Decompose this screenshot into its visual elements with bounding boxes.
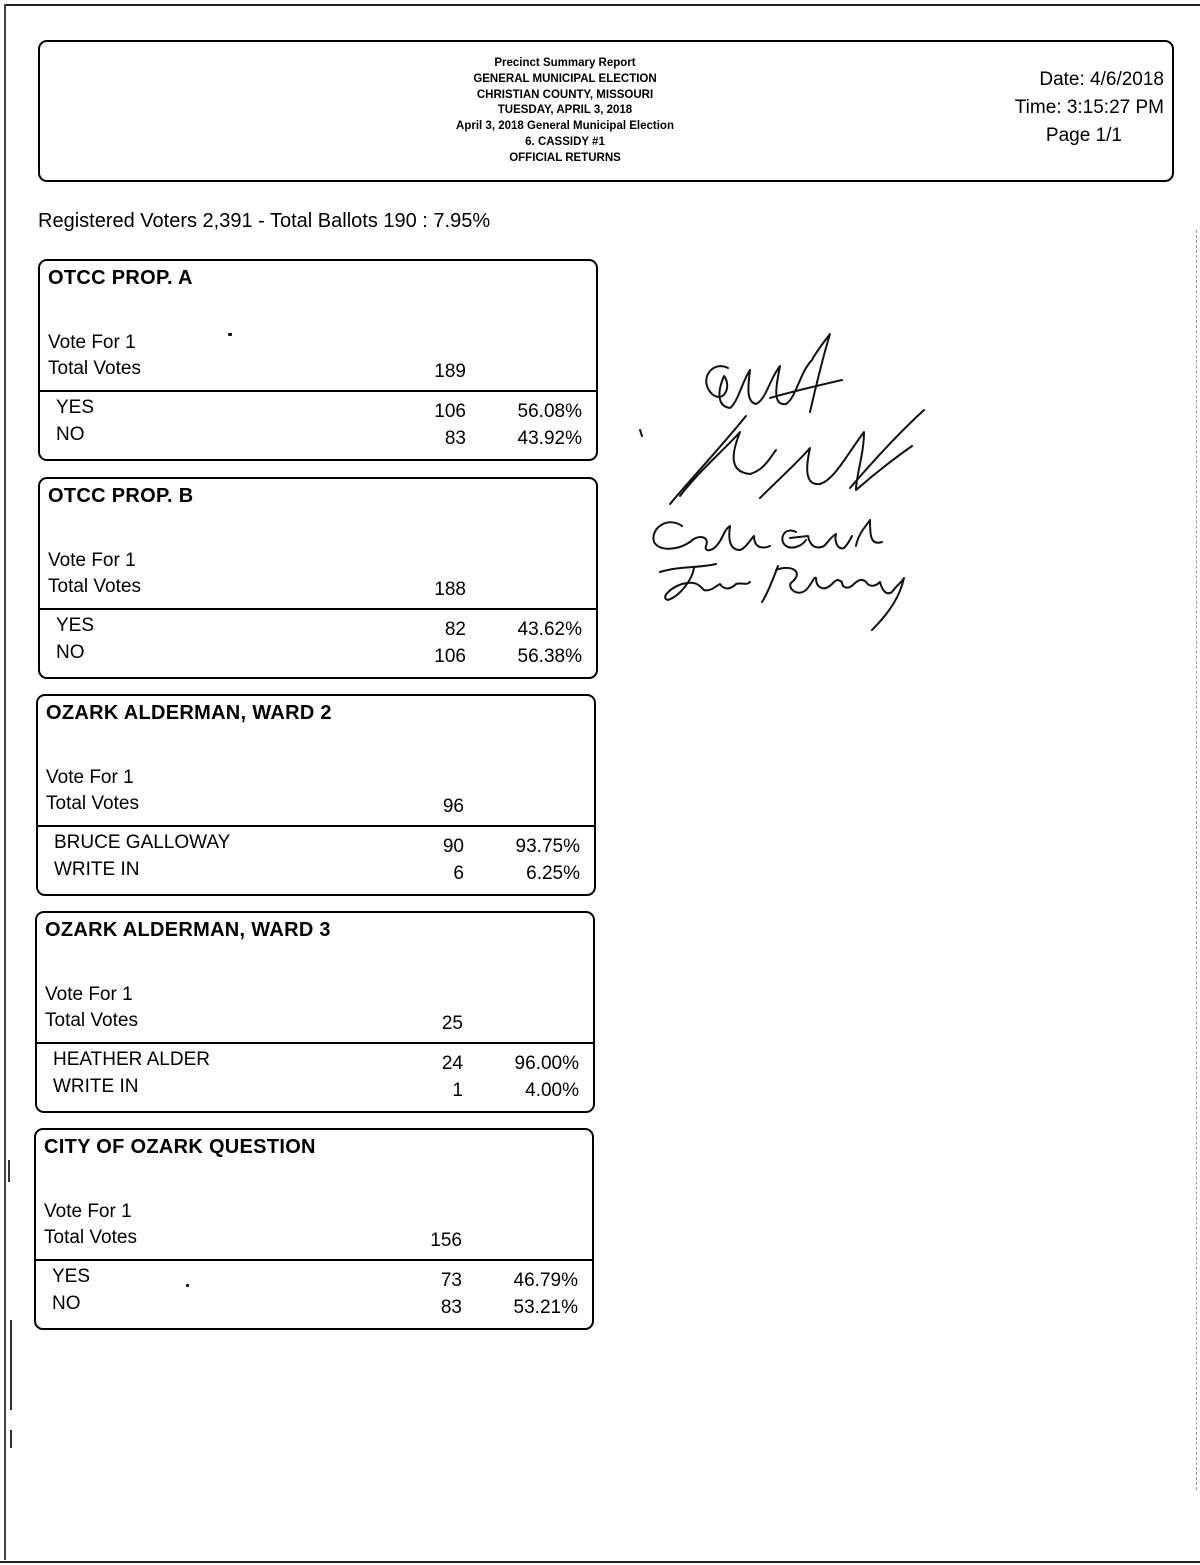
choice-name: WRITE IN	[54, 859, 140, 880]
race-title: OZARK ALDERMAN, WARD 2	[46, 702, 332, 724]
race-title: OZARK ALDERMAN, WARD 3	[45, 919, 331, 941]
choice-name: HEATHER ALDER	[53, 1049, 210, 1070]
race-box	[38, 477, 598, 679]
choice-name: WRITE IN	[53, 1076, 139, 1097]
race-title: OTCC PROP. B	[48, 485, 194, 507]
choice-row	[40, 424, 596, 452]
race-title: OTCC PROP. A	[48, 267, 193, 289]
vote-for: Vote For 1	[44, 1201, 132, 1222]
divider	[40, 390, 596, 392]
choice-percent: 56.08%	[517, 401, 582, 422]
county-name: CHRISTIAN COUNTY, MISSOURI	[476, 88, 654, 101]
choice-row	[40, 615, 596, 643]
total-votes-label: Total Votes	[48, 576, 141, 597]
choice-name: NO	[56, 424, 85, 445]
choice-votes: 83	[444, 428, 466, 449]
total-votes-label: Total Votes	[45, 1010, 138, 1031]
total-votes-value: 96	[442, 796, 464, 817]
choice-votes: 6	[453, 863, 464, 884]
race-box	[34, 1128, 594, 1330]
choice-row	[36, 1266, 592, 1294]
turnout-summary: Registered Voters 2,391 - Total Ballots 190 : 7.95%	[38, 210, 491, 232]
choice-name: BRUCE GALLOWAY	[54, 832, 231, 853]
vote-for: Vote For 1	[45, 984, 133, 1005]
race-box	[38, 259, 598, 461]
choice-row	[38, 859, 594, 887]
returns-status: OFFICIAL RETURNS	[509, 151, 621, 164]
choice-row	[40, 642, 596, 670]
divider	[38, 825, 594, 827]
margin-mark	[10, 1320, 12, 1410]
scan-border-top	[4, 4, 1200, 6]
choice-row	[37, 1076, 593, 1104]
signature-4	[660, 564, 904, 630]
race-box	[35, 911, 595, 1113]
scan-border-right	[1196, 230, 1197, 1490]
total-votes-value: 188	[434, 579, 466, 600]
report-meta	[1015, 66, 1164, 150]
choice-name: NO	[52, 1293, 81, 1314]
choice-row	[37, 1049, 593, 1077]
choice-votes: 1	[452, 1080, 463, 1101]
total-votes-value: 25	[441, 1013, 463, 1034]
race-box	[36, 694, 596, 896]
divider	[36, 1259, 592, 1261]
total-votes-value: 189	[434, 361, 466, 382]
total-votes-label: Total Votes	[46, 793, 139, 814]
report-title-block	[340, 56, 790, 167]
choice-name: NO	[56, 642, 85, 663]
signature-2	[640, 410, 924, 504]
choice-name: YES	[56, 397, 95, 418]
choice-votes: 90	[442, 836, 464, 857]
choice-percent: 46.79%	[513, 1270, 578, 1291]
choice-votes: 106	[434, 401, 466, 422]
choice-votes: 106	[434, 646, 466, 667]
choice-votes: 24	[441, 1053, 463, 1074]
choice-name: YES	[52, 1266, 91, 1287]
total-votes-value: 156	[430, 1230, 462, 1251]
choice-percent: 43.92%	[517, 428, 582, 449]
report-date: Date: 4/6/2018	[1039, 69, 1164, 90]
margin-mark	[8, 1160, 10, 1182]
choice-row	[40, 397, 596, 425]
report-time: Time: 3:15:27 PM	[1014, 97, 1164, 118]
choice-row	[38, 832, 594, 860]
report-type: Precinct Summary Report	[494, 57, 636, 69]
choice-percent: 56.38%	[517, 646, 582, 667]
stray-mark	[186, 1284, 189, 1287]
stray-mark	[228, 333, 232, 336]
vote-for: Vote For 1	[48, 550, 136, 571]
margin-mark	[10, 1430, 12, 1448]
choice-percent: 43.62%	[517, 619, 582, 640]
precinct-name: 6. CASSIDY #1	[525, 135, 605, 148]
choice-votes: 73	[440, 1270, 462, 1291]
total-votes-label: Total Votes	[44, 1227, 137, 1248]
election-description: April 3, 2018 General Municipal Election	[456, 120, 674, 133]
choice-percent: 96.00%	[514, 1053, 579, 1074]
signatures	[620, 320, 950, 640]
total-votes-label: Total Votes	[48, 358, 141, 379]
choice-percent: 4.00%	[525, 1080, 579, 1101]
choice-row	[36, 1293, 592, 1321]
election-date: TUESDAY, APRIL 3, 2018	[497, 104, 633, 117]
signature-1	[706, 334, 842, 412]
choice-percent: 93.75%	[515, 836, 580, 857]
vote-for: Vote For 1	[46, 767, 134, 788]
choice-votes: 82	[444, 619, 466, 640]
scan-border-left	[4, 4, 6, 1560]
choice-name: YES	[56, 615, 95, 636]
choice-votes: 83	[440, 1297, 462, 1318]
race-title: CITY OF OZARK QUESTION	[44, 1136, 316, 1158]
signature-3	[653, 520, 882, 550]
divider	[40, 608, 596, 610]
report-header	[38, 40, 1174, 182]
election-name: GENERAL MUNICIPAL ELECTION	[473, 72, 657, 85]
choice-percent: 6.25%	[526, 863, 580, 884]
divider	[37, 1042, 593, 1044]
scan-border-bottom	[0, 1561, 1200, 1563]
vote-for: Vote For 1	[48, 332, 136, 353]
choice-percent: 53.21%	[513, 1297, 578, 1318]
page-number: Page 1/1	[1045, 125, 1122, 146]
